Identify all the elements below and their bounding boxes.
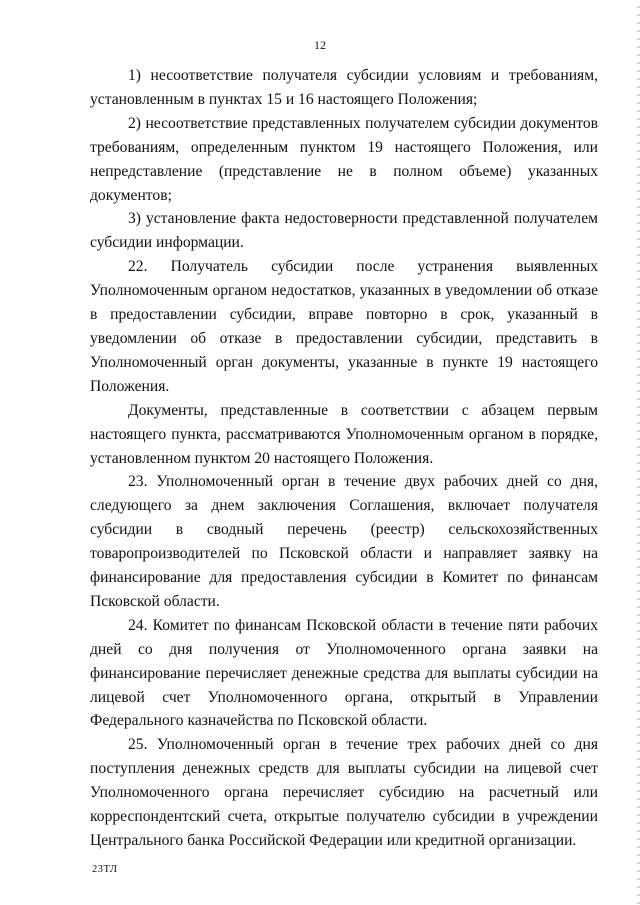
paragraph-item-2: 2) несоответствие представленных получателем субсидии документов требованиям, определенным пунктом 19 настоящего Положения, или непредставление (представление не в полном объеме) указанных документов; xyxy=(90,114,598,204)
paragraph-clause-23: 23. Уполномоченный орган в течение двух рабочих дней со дня, следующего за днем заключения Соглашения, включает получателя субсидии в сводный перечень (реестр) сельскохозяйственных товаропроизводителей по Псковской области и направляет заявку на финансирование для предоставления субсидии в Комитет по финансам Псковской области. xyxy=(90,473,598,610)
paragraph-item-1: 1) несоответствие получателя субсидии условиям и требованиям, установленным в пунктах 15 и 16 настоящего Положения; xyxy=(90,67,598,108)
paragraph-clause-25: 25. Уполномоченный орган в течение трех рабочих дней со дня поступления денежных средств для выплаты субсидии на лицевой счет Уполномоченного органа перечисляет субсидию на расчетный или корреспондентский счета, открытые получателю субсидии в учреждении Центрального банка Российской Федерации или кредитной организации. xyxy=(90,736,598,849)
page-number: 12 xyxy=(314,38,326,52)
paragraph-clause-24: 24. Комитет по финансам Псковской области в течение пяти рабочих дней со дня получения от Уполномоченного органа заявки на финансирование перечисляет денежные средства для выплаты субсидии на лицевой счет Уполномоченного органа, открытый в Управлении Федерального казначейства по Псковской области. xyxy=(90,616,598,730)
footer-code: 23ТЛ xyxy=(92,864,118,875)
paragraph-clause-22: 22. Получатель субсидии после устранения выявленных Уполномоченным органом недостатков, указанных в уведомлении об отказе в предоставлении субсидии, вправе повторно в срок, указанный в уведомлении об отказе в предоставлении субсидии, представить в Уполномоченный орган документы, указанные в пункте 19 настоящего Положения. xyxy=(90,258,598,395)
paragraph-clause-22-documents: Документы, представленные в соответствии с абзацем первым настоящего пункта, рассматриваются Уполномоченным органом в порядке, установленном пунктом 20 настоящего Положения. xyxy=(90,401,598,467)
document-body xyxy=(90,64,598,853)
paragraph-item-3: 3) установление факта недостоверности представленной получателем субсидии информации. xyxy=(90,210,598,252)
